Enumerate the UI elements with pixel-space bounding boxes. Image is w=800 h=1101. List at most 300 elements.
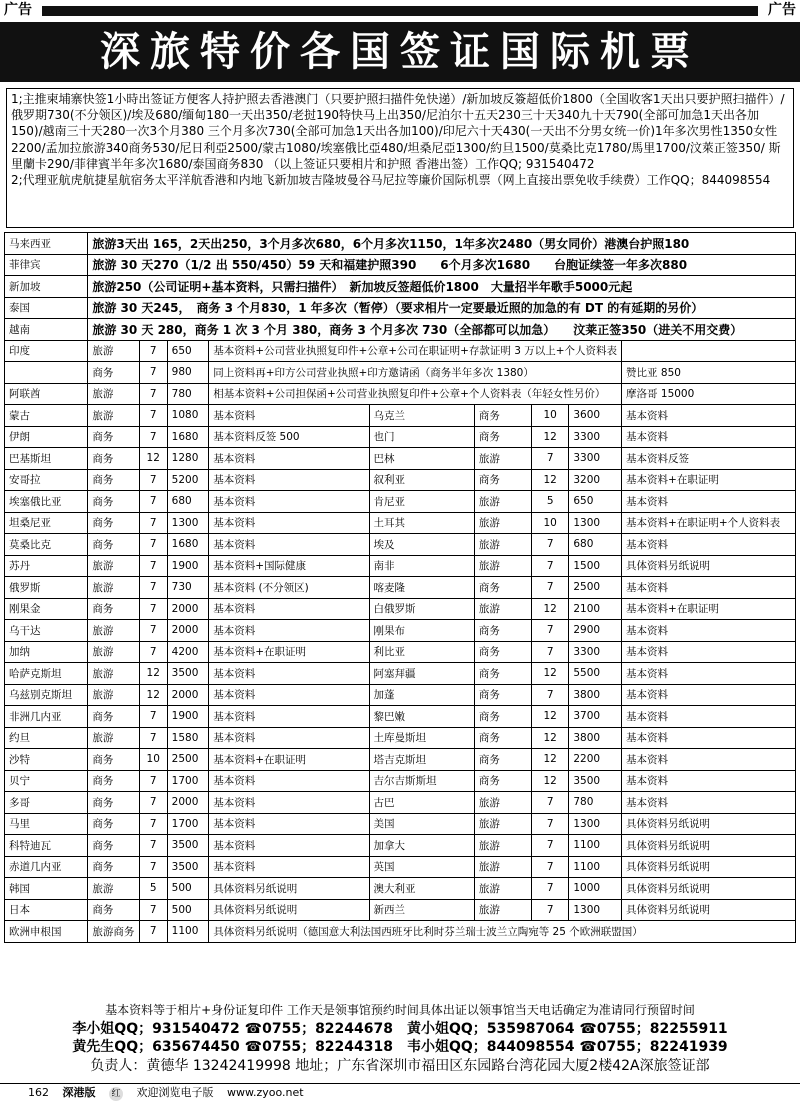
days-cell: 7 <box>139 770 167 792</box>
price-cell: 1580 <box>167 727 209 749</box>
requirement-cell: 基本资料 <box>209 620 369 642</box>
type-cell: 旅游 <box>88 641 139 663</box>
type-cell: 商务 <box>88 835 139 857</box>
table-row <box>5 727 796 749</box>
country-cell: 黎巴嫩 <box>369 706 474 728</box>
type-cell: 旅游 <box>88 878 139 900</box>
address-line: 负责人：黄德华 13242419998 地址；广东省深圳市福田区东园路台湾花园大厦2楼42A深旅签证部 <box>90 1058 710 1074</box>
country-cell: 巴林 <box>369 448 474 470</box>
intro-para-2: 2;代理亚航虎航捷星航宿务太平洋航香港和内地飞新加坡吉隆坡曼谷马尼拉等廉价国际机票（网上直接出票免收手续费）工作QQ；844098554 <box>11 173 771 188</box>
days-cell: 7 <box>532 448 569 470</box>
days-cell: 7 <box>139 555 167 577</box>
requirement-cell: 具体资料另纸说明 <box>209 878 369 900</box>
requirement-cell: 具体资料另纸说明 <box>622 899 796 921</box>
country-cell: 赤道几内亚 <box>5 856 88 878</box>
country-cell: 伊朗 <box>5 426 88 448</box>
type-cell: 商务 <box>474 749 531 771</box>
days-cell: 7 <box>532 555 569 577</box>
price-cell: 500 <box>167 878 209 900</box>
days-cell: 7 <box>139 706 167 728</box>
table-row <box>5 491 796 513</box>
country-cell: 科特迪瓦 <box>5 835 88 857</box>
type-cell: 商务 <box>474 426 531 448</box>
requirement-cell: 具体资料另纸说明 <box>622 813 796 835</box>
requirement-cell: 相基本资料+公司担保函+公司营业执照复印件+公章+个人资料表（年轻女性另价） <box>209 383 622 405</box>
price-cell: 980 <box>167 362 209 384</box>
days-cell: 7 <box>139 383 167 405</box>
type-cell: 旅游 <box>88 663 139 685</box>
price-cell: 3200 <box>569 469 622 491</box>
country-cell: 英国 <box>369 856 474 878</box>
type-cell: 商务 <box>474 641 531 663</box>
table-row <box>5 362 796 384</box>
days-cell: 7 <box>532 641 569 663</box>
type-cell: 商务 <box>474 663 531 685</box>
type-cell: 商务 <box>88 512 139 534</box>
price-cell: 1300 <box>569 899 622 921</box>
requirement-cell: 基本资料 <box>209 684 369 706</box>
type-cell: 旅游 <box>474 448 531 470</box>
price-cell: 1100 <box>569 835 622 857</box>
type-cell: 商务 <box>474 577 531 599</box>
type-cell: 商务 <box>88 899 139 921</box>
price-cell: 1500 <box>569 555 622 577</box>
slogan: 欢迎浏览电子版 <box>136 1086 214 1099</box>
type-cell: 旅游 <box>88 620 139 642</box>
table-row <box>5 899 796 921</box>
days-cell: 12 <box>532 598 569 620</box>
days-cell: 7 <box>532 620 569 642</box>
edition-label: 深港版 <box>62 1086 96 1099</box>
type-cell: 商务 <box>88 706 139 728</box>
requirement-cell: 基本资料+在职证明 <box>209 749 369 771</box>
table-row <box>5 534 796 556</box>
price-cell: 1280 <box>167 448 209 470</box>
table-row <box>5 856 796 878</box>
price-cell: 1900 <box>167 555 209 577</box>
type-cell: 旅游商务 <box>88 921 139 943</box>
extra-cell: 赞比亚 850 <box>622 362 796 384</box>
requirement-cell: 基本资料 <box>622 792 796 814</box>
days-cell: 12 <box>532 727 569 749</box>
price-cell: 2500 <box>167 749 209 771</box>
table-row <box>5 405 796 427</box>
days-cell: 7 <box>139 426 167 448</box>
type-cell: 旅游 <box>474 491 531 513</box>
days-cell: 12 <box>532 663 569 685</box>
requirement-cell: 具体资料另纸说明 <box>622 555 796 577</box>
country-cell: 古巴 <box>369 792 474 814</box>
requirement-cell: 基本资料 <box>209 598 369 620</box>
intro-para-1: 1;主推柬埔寨快签1小時出签证方便客人持护照去香港澳门（只要护照扫描件免快递）/新加坡反簽超低价1800（全国收客1天出只要护照扫描件）/俄罗期730(不分领区)/埃及680/缅甸180一天出350/老挝190特快马上出350/尼泊尔十五天230三十天340九十天790(全部可加急1天出各加150)/越南三十天280一次3个月380 三个月多次730(全部可加急1天出各加100)/印尼六十天430(一天出不分男女统一价)1年多次男性1350女性2200/孟加拉旅游340商务530/尼日利亞2500/蒙古1080/埃塞俄比亞480/坦桑尼亞1300/約旦1500/莫桑比克1780/馬里1700/汶萊正签350/ 斯里蘭卡290/菲律賓半年多次1680/泰国商务830 （以上签证只要相片和护照 香港出签）工作QQ; 931540472 <box>11 92 785 171</box>
price-cell: 5500 <box>569 663 622 685</box>
requirement-cell: 基本资料 <box>209 512 369 534</box>
price-cell: 730 <box>167 577 209 599</box>
requirement-cell: 基本资料 <box>622 577 796 599</box>
country-cell: 刚果布 <box>369 620 474 642</box>
type-cell: 商务 <box>474 770 531 792</box>
days-cell: 7 <box>139 620 167 642</box>
table-row <box>5 512 796 534</box>
type-cell: 商务 <box>88 813 139 835</box>
requirement-cell: 基本资料 <box>622 534 796 556</box>
ad-label-right: 广告 <box>764 0 800 20</box>
type-cell: 旅游 <box>474 792 531 814</box>
table-row <box>5 319 796 341</box>
requirement-cell: 基本资料 <box>622 749 796 771</box>
table-row <box>5 813 796 835</box>
contact-line-1: 李小姐QQ；931540472 ☎0755；82244678 黄小姐QQ；535987064 ☎0755；82255911 <box>72 1021 728 1037</box>
country-cell: 南非 <box>369 555 474 577</box>
days-cell: 7 <box>139 813 167 835</box>
type-cell: 旅游 <box>88 577 139 599</box>
type-cell: 商务 <box>88 534 139 556</box>
country-cell: 莫桑比克 <box>5 534 88 556</box>
requirement-cell: 基本资料 <box>209 706 369 728</box>
days-cell: 12 <box>139 684 167 706</box>
requirement-cell: 基本资料 <box>209 534 369 556</box>
price-cell: 1080 <box>167 405 209 427</box>
type-cell: 旅游 <box>474 512 531 534</box>
top-bar <box>0 0 800 20</box>
requirement-cell: 基本资料 <box>209 813 369 835</box>
type-cell: 旅游 <box>88 383 139 405</box>
country-cell: 苏丹 <box>5 555 88 577</box>
days-cell: 10 <box>532 512 569 534</box>
country-cell: 日本 <box>5 899 88 921</box>
table-row <box>5 577 796 599</box>
table-row <box>5 254 796 276</box>
requirement-cell: 基本资料 <box>209 835 369 857</box>
page-number: 162 <box>28 1086 49 1099</box>
days-cell: 10 <box>139 749 167 771</box>
extra-cell: 摩洛哥 15000 <box>622 383 796 405</box>
country-cell: 巴基斯坦 <box>5 448 88 470</box>
price-cell: 1700 <box>167 813 209 835</box>
requirement-cell: 基本资料 <box>209 405 369 427</box>
days-cell: 5 <box>532 491 569 513</box>
price-cell: 3700 <box>569 706 622 728</box>
days-cell: 7 <box>139 362 167 384</box>
type-cell: 商务 <box>474 727 531 749</box>
type-cell: 商务 <box>88 362 139 384</box>
requirement-cell: 基本资料+国际健康 <box>209 555 369 577</box>
type-cell: 商务 <box>474 706 531 728</box>
days-cell: 7 <box>139 534 167 556</box>
detail-cell: 旅游3天出 165，2天出250，3个月多次680，6个月多次1150，1年多次2480（男女同价）港澳台护照180 <box>88 233 796 255</box>
price-cell: 3300 <box>569 426 622 448</box>
price-cell: 3500 <box>569 770 622 792</box>
country-cell: 坦桑尼亚 <box>5 512 88 534</box>
requirement-cell: 基本资料 <box>209 727 369 749</box>
days-cell: 7 <box>532 684 569 706</box>
requirement-cell: 基本资料 <box>209 448 369 470</box>
requirement-cell: 基本资料 <box>622 770 796 792</box>
price-cell: 780 <box>167 383 209 405</box>
country-cell: 美国 <box>369 813 474 835</box>
requirement-cell: 具体资料另纸说明 <box>622 835 796 857</box>
price-cell: 1300 <box>167 512 209 534</box>
logo-icon: 红 <box>109 1087 123 1101</box>
country-cell: 菲律宾 <box>5 254 88 276</box>
days-cell: 7 <box>532 813 569 835</box>
requirement-cell: 具体资料另纸说明 <box>622 878 796 900</box>
price-cell: 1680 <box>167 534 209 556</box>
days-cell: 7 <box>139 491 167 513</box>
country-cell: 阿塞拜疆 <box>369 663 474 685</box>
type-cell: 旅游 <box>474 534 531 556</box>
price-cell: 650 <box>569 491 622 513</box>
requirement-cell: 基本资料反签 <box>622 448 796 470</box>
country-cell: 澳大利亚 <box>369 878 474 900</box>
days-cell: 7 <box>139 641 167 663</box>
country-cell: 也门 <box>369 426 474 448</box>
price-cell: 650 <box>167 340 209 362</box>
price-cell: 1100 <box>569 856 622 878</box>
country-cell: 安哥拉 <box>5 469 88 491</box>
country-cell: 乌克兰 <box>369 405 474 427</box>
country-cell: 印度 <box>5 340 88 362</box>
country-cell: 塔吉克斯坦 <box>369 749 474 771</box>
price-cell: 780 <box>569 792 622 814</box>
days-cell: 7 <box>532 577 569 599</box>
country-cell: 乌兹别克斯坦 <box>5 684 88 706</box>
country-cell: 哈萨克斯坦 <box>5 663 88 685</box>
days-cell: 7 <box>139 469 167 491</box>
country-cell: 越南 <box>5 319 88 341</box>
type-cell: 商务 <box>474 469 531 491</box>
type-cell: 旅游 <box>88 684 139 706</box>
days-cell: 12 <box>532 469 569 491</box>
country-cell: 俄罗斯 <box>5 577 88 599</box>
price-cell: 3300 <box>569 448 622 470</box>
type-cell: 旅游 <box>474 835 531 857</box>
days-cell: 7 <box>139 921 167 943</box>
table-row <box>5 383 796 405</box>
country-cell: 多哥 <box>5 792 88 814</box>
type-cell: 商务 <box>88 598 139 620</box>
country-cell: 阿联酋 <box>5 383 88 405</box>
contact-line-2: 黄先生QQ；635674450 ☎0755；82244318 韦小姐QQ；844098554 ☎0755；82241939 <box>72 1039 728 1055</box>
requirement-cell: 基本资料 <box>209 469 369 491</box>
visa-rate-table <box>4 232 796 943</box>
price-cell: 1300 <box>569 512 622 534</box>
requirement-cell: 基本资料反签 500 <box>209 426 369 448</box>
type-cell: 商务 <box>88 469 139 491</box>
days-cell: 10 <box>532 405 569 427</box>
country-cell: 肯尼亚 <box>369 491 474 513</box>
table-row <box>5 555 796 577</box>
top-divider <box>42 6 758 16</box>
country-cell: 非洲几内亚 <box>5 706 88 728</box>
type-cell: 旅游 <box>88 727 139 749</box>
table-row <box>5 792 796 814</box>
requirement-cell: 基本资料 <box>209 491 369 513</box>
requirement-cell: 基本资料 <box>622 405 796 427</box>
price-cell: 2000 <box>167 792 209 814</box>
price-cell: 3800 <box>569 727 622 749</box>
days-cell: 12 <box>139 663 167 685</box>
price-cell: 3500 <box>167 663 209 685</box>
requirement-cell: 基本资料 <box>209 770 369 792</box>
price-cell: 2000 <box>167 598 209 620</box>
type-cell: 旅游 <box>474 899 531 921</box>
days-cell: 7 <box>532 899 569 921</box>
price-cell: 3500 <box>167 835 209 857</box>
country-cell: 加蓬 <box>369 684 474 706</box>
requirement-cell: 具体资料另纸说明（德国意大利法国西班牙比利时芬兰瑞士波兰立陶宛等 25 个欧洲联盟国） <box>209 921 796 943</box>
table-row <box>5 448 796 470</box>
requirement-cell: 基本资料 <box>622 663 796 685</box>
table-row <box>5 684 796 706</box>
requirement-cell: 基本资料 <box>622 426 796 448</box>
country-cell <box>5 362 88 384</box>
table-row <box>5 340 796 362</box>
type-cell: 旅游 <box>88 405 139 427</box>
footer <box>0 1000 800 1076</box>
country-cell: 土耳其 <box>369 512 474 534</box>
page-title: 深旅特价各国签证国际机票 <box>0 22 800 82</box>
table-row <box>5 770 796 792</box>
type-cell: 商务 <box>88 749 139 771</box>
type-cell: 旅游 <box>88 555 139 577</box>
price-cell: 1300 <box>569 813 622 835</box>
type-cell: 旅游 <box>474 856 531 878</box>
country-cell: 吉尔吉斯斯坦 <box>369 770 474 792</box>
country-cell: 欧洲申根国 <box>5 921 88 943</box>
price-cell: 500 <box>167 899 209 921</box>
days-cell: 12 <box>532 706 569 728</box>
country-cell: 贝宁 <box>5 770 88 792</box>
country-cell: 埃及 <box>369 534 474 556</box>
table-row <box>5 598 796 620</box>
country-cell: 韩国 <box>5 878 88 900</box>
country-cell: 利比亚 <box>369 641 474 663</box>
requirement-cell: 基本资料+在职证明 <box>622 598 796 620</box>
detail-cell: 旅游250（公司证明+基本资料，只需扫描件） 新加坡反签超低价1800 大量招半年歌手5000元起 <box>88 276 796 298</box>
price-cell: 3500 <box>167 856 209 878</box>
country-cell: 约旦 <box>5 727 88 749</box>
type-cell: 旅游 <box>474 598 531 620</box>
price-cell: 5200 <box>167 469 209 491</box>
country-cell: 土库曼斯坦 <box>369 727 474 749</box>
requirement-cell: 具体资料另纸说明 <box>209 899 369 921</box>
days-cell: 7 <box>139 512 167 534</box>
country-cell: 马来西亚 <box>5 233 88 255</box>
table-row <box>5 835 796 857</box>
price-cell: 680 <box>569 534 622 556</box>
country-cell: 泰国 <box>5 297 88 319</box>
country-cell: 新西兰 <box>369 899 474 921</box>
days-cell: 7 <box>139 899 167 921</box>
country-cell: 马里 <box>5 813 88 835</box>
table-row <box>5 641 796 663</box>
type-cell: 商务 <box>474 405 531 427</box>
requirement-cell: 具体资料另纸说明 <box>622 856 796 878</box>
price-cell: 2900 <box>569 620 622 642</box>
requirement-cell: 基本资料 <box>622 706 796 728</box>
type-cell: 商务 <box>474 620 531 642</box>
ad-label-left: 广告 <box>0 0 36 20</box>
requirement-cell: 基本资料 <box>622 727 796 749</box>
requirement-cell: 基本资料 <box>209 663 369 685</box>
price-cell: 2200 <box>569 749 622 771</box>
requirement-cell: 基本资料 <box>622 641 796 663</box>
country-cell: 乌干达 <box>5 620 88 642</box>
price-cell: 3300 <box>569 641 622 663</box>
type-cell: 商务 <box>88 770 139 792</box>
footer-note: 基本资料等于相片+身份证复印件 工作天是领事馆预约时间具体出证以领事馆当天电话确定为准请同行预留时间 <box>105 1003 695 1017</box>
days-cell: 7 <box>139 405 167 427</box>
days-cell: 7 <box>139 340 167 362</box>
detail-cell: 旅游 30 天 280，商务 1 次 3 个月 380，商务 3 个月多次 730（全部都可以加急） 汶莱正签350（进关不用交费） <box>88 319 796 341</box>
table-row <box>5 233 796 255</box>
type-cell: 旅游 <box>88 340 139 362</box>
country-cell: 加拿大 <box>369 835 474 857</box>
requirement-cell: 基本资料 <box>622 491 796 513</box>
country-cell: 沙特 <box>5 749 88 771</box>
days-cell: 7 <box>139 792 167 814</box>
requirement-cell: 基本资料+在职证明 <box>209 641 369 663</box>
table-row <box>5 749 796 771</box>
price-cell: 4200 <box>167 641 209 663</box>
price-cell: 1900 <box>167 706 209 728</box>
extra-cell <box>622 340 796 362</box>
days-cell: 12 <box>139 448 167 470</box>
days-cell: 12 <box>532 426 569 448</box>
days-cell: 7 <box>139 856 167 878</box>
type-cell: 商务 <box>88 792 139 814</box>
days-cell: 5 <box>139 878 167 900</box>
country-cell: 刚果金 <box>5 598 88 620</box>
page-footer-bar <box>0 1083 800 1101</box>
days-cell: 7 <box>532 856 569 878</box>
requirement-cell: 同上资料再+印方公司营业执照+印方邀请函（商务半年多次 1380） <box>209 362 622 384</box>
type-cell: 商务 <box>88 856 139 878</box>
days-cell: 7 <box>532 835 569 857</box>
days-cell: 12 <box>532 749 569 771</box>
type-cell: 商务 <box>88 426 139 448</box>
days-cell: 7 <box>139 577 167 599</box>
table-row <box>5 706 796 728</box>
price-cell: 2500 <box>569 577 622 599</box>
requirement-cell: 基本资料 <box>622 620 796 642</box>
type-cell: 旅游 <box>474 878 531 900</box>
requirement-cell: 基本资料+在职证明+个人资料表 <box>622 512 796 534</box>
table-row <box>5 426 796 448</box>
country-cell: 叙利亚 <box>369 469 474 491</box>
requirement-cell: 基本资料 (不分领区) <box>209 577 369 599</box>
price-cell: 3800 <box>569 684 622 706</box>
type-cell: 旅游 <box>474 813 531 835</box>
price-cell: 1680 <box>167 426 209 448</box>
site-url[interactable]: www.zyoo.net <box>227 1086 304 1099</box>
price-cell: 1700 <box>167 770 209 792</box>
days-cell: 7 <box>139 727 167 749</box>
price-cell: 2100 <box>569 598 622 620</box>
type-cell: 商务 <box>88 491 139 513</box>
intro-box <box>6 88 794 228</box>
price-cell: 2000 <box>167 684 209 706</box>
requirement-cell: 基本资料+公司营业执照复印件+公章+公司在职证明+存款证明 3 万以上+个人资料表 <box>209 340 622 362</box>
requirement-cell: 基本资料 <box>209 856 369 878</box>
table-row <box>5 921 796 943</box>
country-cell: 蒙古 <box>5 405 88 427</box>
price-cell: 2000 <box>167 620 209 642</box>
days-cell: 7 <box>532 792 569 814</box>
country-cell: 喀麦隆 <box>369 577 474 599</box>
days-cell: 7 <box>139 598 167 620</box>
